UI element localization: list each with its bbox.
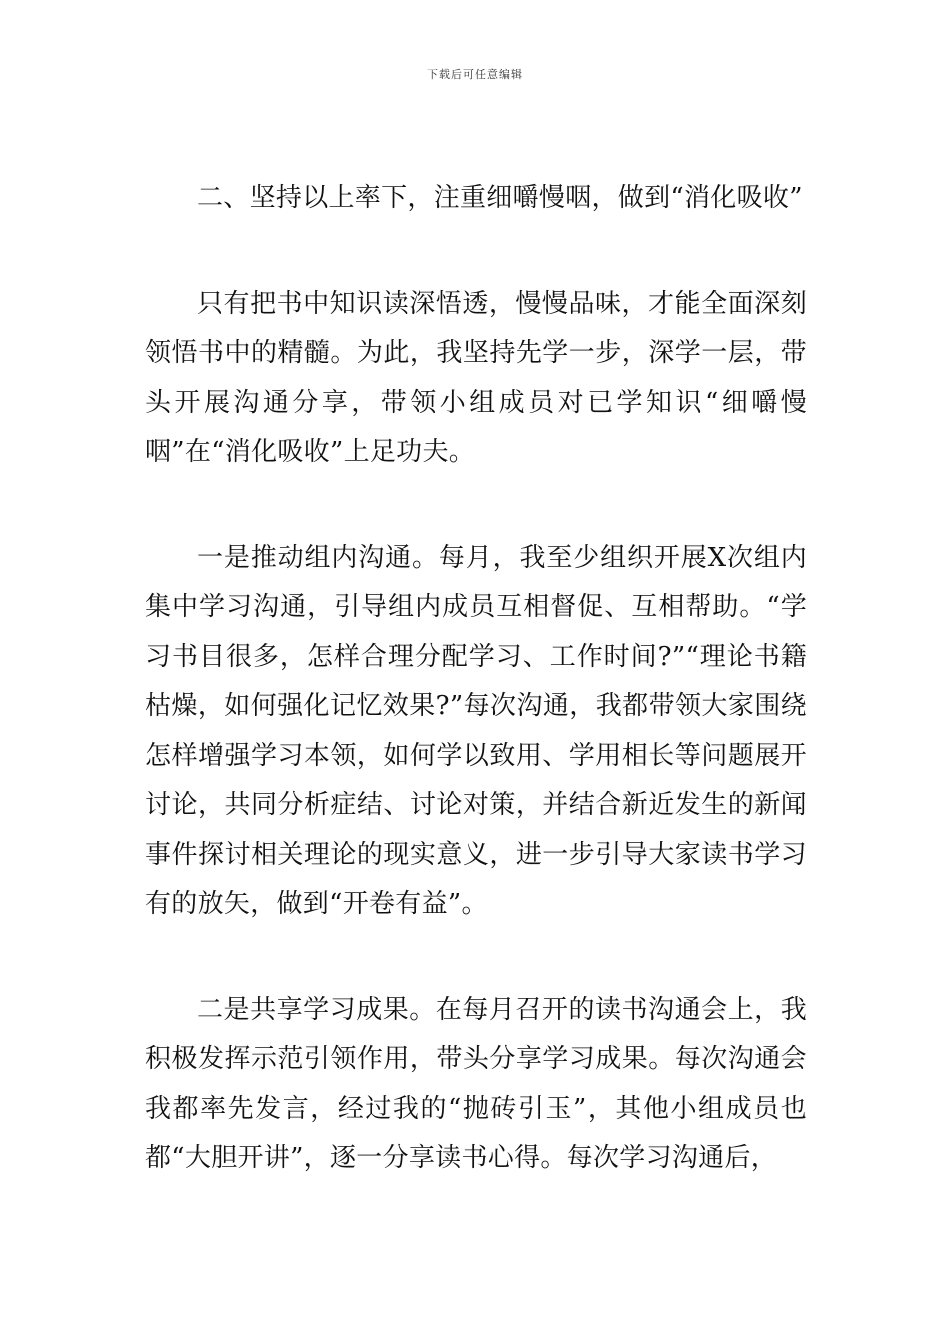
- header-note: 下载后可任意编辑: [427, 68, 523, 81]
- paragraph-share-results: 二是共享学习成果。在每月召开的读书沟通会上，我积极发挥示范引领作用，带头分享学习成果。每次沟通会我都率先发言，经过我的“抛砖引玉”，其他小组成员也都“大胆开讲”，逐一分享读书心得。每次学习沟通后，: [145, 994, 807, 1173]
- section-heading: 二、坚持以上率下，注重细嚼慢咽，做到“消化吸收”: [197, 183, 803, 213]
- paragraph-group-communication: 一是推动组内沟通。每月，我至少组织开展X次组内集中学习沟通，引导组内成员互相督促、互相帮助。“学习书目很多，怎样合理分配学习、工作时间?”“理论书籍枯燥，如何强化记忆效果?”每次沟通，我都带领大家围绕怎样增强学习本领，如何学以致用、学用相长等问题展开讨论，共同分析症结、讨论对策，并结合新近发生的新闻事件探讨相关理论的现实意义，进一步引导大家读书学习有的放矢，做到“开卷有益”。: [145, 542, 807, 919]
- paragraph-intro: 只有把书中知识读深悟透，慢慢品味，才能全面深刻领悟书中的精髓。为此，我坚持先学一步，深学一层，带头开展沟通分享，带领小组成员对已学知识“细嚼慢咽”在“消化吸收”上足功夫。: [145, 288, 807, 467]
- document-body: [145, 174, 807, 1184]
